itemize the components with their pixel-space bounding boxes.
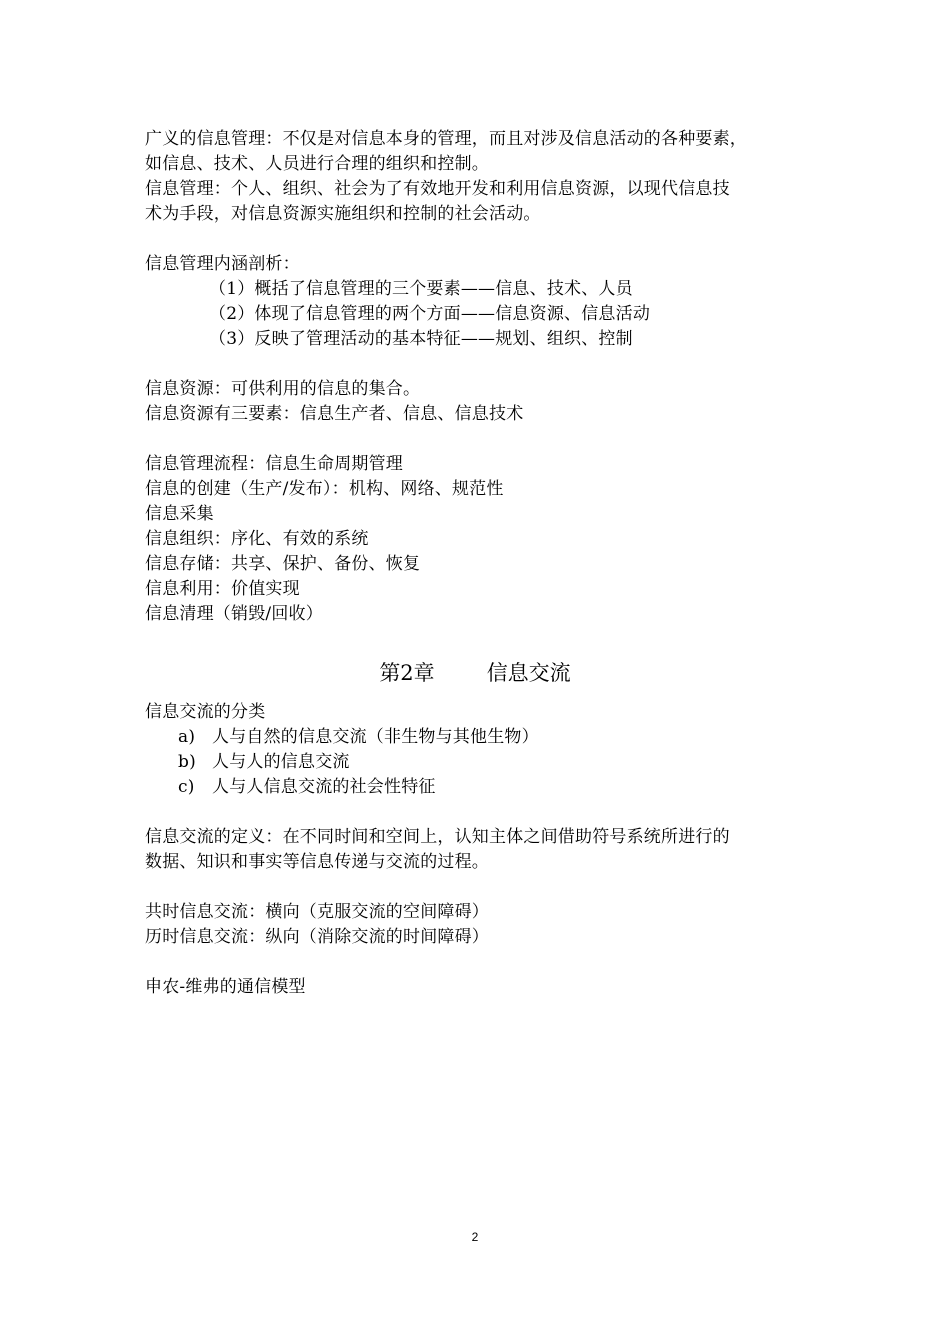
chapter-number: 第2章 bbox=[379, 661, 435, 685]
process-line: 信息存储：共享、保护、备份、恢复 bbox=[145, 554, 421, 574]
info-management-def-line1: 信息管理：个人、组织、社会为了有效地开发和利用信息资源，以现代信息技 bbox=[145, 179, 730, 199]
classification-title: 信息交流的分类 bbox=[145, 702, 266, 722]
broad-info-management-line1: 广义的信息管理：不仅是对信息本身的管理，而且对涉及信息活动的各种要素， bbox=[145, 129, 747, 149]
list-marker: b) bbox=[178, 752, 196, 772]
info-resource-elements: 信息资源有三要素：信息生产者、信息、信息技术 bbox=[145, 404, 524, 424]
diachronic-communication: 历时信息交流：纵向（消除交流的时间障碍） bbox=[145, 927, 489, 947]
classification-item bbox=[178, 750, 350, 775]
broad-info-management-line2: 如信息、技术、人员进行合理的组织和控制。 bbox=[145, 154, 489, 174]
chapter-heading bbox=[0, 658, 950, 688]
classification-text: 人与人的信息交流 bbox=[212, 752, 350, 772]
shannon-weaver-model: 申农-维弗的通信模型 bbox=[145, 977, 306, 997]
chapter-title: 信息交流 bbox=[486, 661, 571, 685]
list-marker: a) bbox=[178, 727, 196, 747]
connotation-item: （2）体现了信息管理的两个方面——信息资源、信息活动 bbox=[209, 304, 651, 324]
classification-text: 人与自然的信息交流（非生物与其他生物） bbox=[212, 727, 539, 747]
list-marker: c) bbox=[178, 777, 195, 797]
process-line: 信息管理流程：信息生命周期管理 bbox=[145, 454, 403, 474]
info-resource-def: 信息资源：可供利用的信息的集合。 bbox=[145, 379, 421, 399]
connotation-item: （1）概括了信息管理的三个要素——信息、技术、人员 bbox=[209, 279, 633, 299]
synchronic-communication: 共时信息交流：横向（克服交流的空间障碍） bbox=[145, 902, 489, 922]
connotation-title: 信息管理内涵剖析： bbox=[145, 254, 300, 274]
process-line: 信息的创建（生产/发布）：机构、网络、规范性 bbox=[145, 479, 504, 499]
communication-def-line2: 数据、知识和事实等信息传递与交流的过程。 bbox=[145, 852, 489, 872]
process-line: 信息组织：序化、有效的系统 bbox=[145, 529, 369, 549]
process-line: 信息清理（销毁/回收） bbox=[145, 604, 323, 624]
classification-item bbox=[178, 775, 436, 800]
process-line: 信息利用：价值实现 bbox=[145, 579, 300, 599]
classification-text: 人与人信息交流的社会性特征 bbox=[212, 777, 436, 797]
connotation-item: （3）反映了管理活动的基本特征——规划、组织、控制 bbox=[209, 329, 633, 349]
process-line: 信息采集 bbox=[145, 504, 214, 524]
page-number: 2 bbox=[471, 1230, 479, 1244]
info-management-def-line2: 术为手段，对信息资源实施组织和控制的社会活动。 bbox=[145, 204, 541, 224]
classification-item bbox=[178, 725, 539, 750]
communication-def-line1: 信息交流的定义：在不同时间和空间上，认知主体之间借助符号系统所进行的 bbox=[145, 827, 730, 847]
